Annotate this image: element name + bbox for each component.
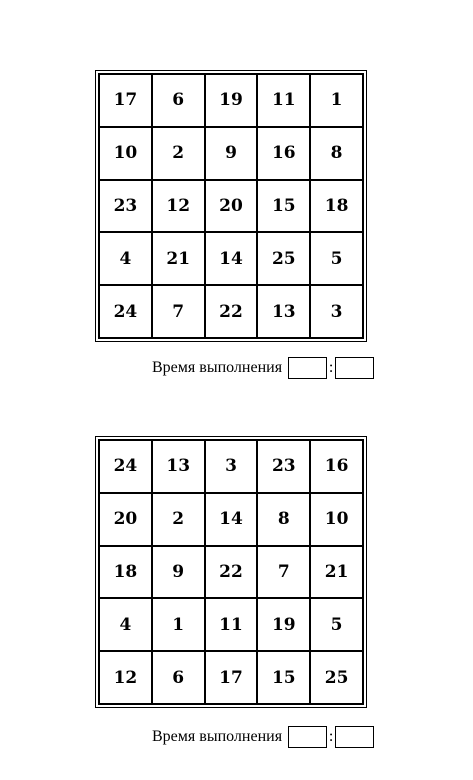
grid-cell: 5 bbox=[310, 598, 363, 651]
minutes-box[interactable] bbox=[288, 726, 327, 748]
grid-cell: 8 bbox=[257, 493, 310, 546]
grid-cell: 19 bbox=[257, 598, 310, 651]
grid-cell: 25 bbox=[310, 651, 363, 704]
grid-cell: 15 bbox=[257, 651, 310, 704]
grid-cell: 10 bbox=[99, 127, 152, 180]
grid-cell: 21 bbox=[310, 546, 363, 599]
grid-cell: 1 bbox=[310, 74, 363, 127]
number-grid-1 bbox=[98, 73, 364, 339]
table-row bbox=[99, 74, 363, 127]
completion-time-label: Время выполнения bbox=[152, 359, 283, 376]
grid-cell: 22 bbox=[205, 546, 258, 599]
grid-cell: 10 bbox=[310, 493, 363, 546]
grid-cell: 4 bbox=[99, 598, 152, 651]
grid-cell: 16 bbox=[257, 127, 310, 180]
grid-cell: 18 bbox=[99, 546, 152, 599]
grid-cell: 11 bbox=[257, 74, 310, 127]
grid-cell: 17 bbox=[99, 74, 152, 127]
grid-cell: 24 bbox=[99, 440, 152, 493]
grid-cell: 13 bbox=[152, 440, 205, 493]
grid-cell: 25 bbox=[257, 232, 310, 285]
grid-cell: 2 bbox=[152, 127, 205, 180]
grid-cell: 21 bbox=[152, 232, 205, 285]
grid-cell: 14 bbox=[205, 493, 258, 546]
time-separator: : bbox=[328, 359, 334, 376]
number-grid-2 bbox=[98, 439, 364, 705]
grid-cell: 6 bbox=[152, 74, 205, 127]
grid-cell: 17 bbox=[205, 651, 258, 704]
grid-cell: 13 bbox=[257, 285, 310, 338]
table-row bbox=[99, 285, 363, 338]
completion-time-1 bbox=[152, 355, 374, 381]
grid-cell: 19 bbox=[205, 74, 258, 127]
table-row bbox=[99, 493, 363, 546]
minutes-box[interactable] bbox=[288, 357, 327, 379]
seconds-box[interactable] bbox=[335, 726, 374, 748]
grid-cell: 9 bbox=[152, 546, 205, 599]
grid-cell: 12 bbox=[99, 651, 152, 704]
grid-cell: 7 bbox=[152, 285, 205, 338]
grid-cell: 12 bbox=[152, 180, 205, 233]
grid-cell: 5 bbox=[310, 232, 363, 285]
grid-cell: 15 bbox=[257, 180, 310, 233]
grid-cell: 2 bbox=[152, 493, 205, 546]
grid-cell: 3 bbox=[310, 285, 363, 338]
grid-cell: 22 bbox=[205, 285, 258, 338]
table-row bbox=[99, 651, 363, 704]
seconds-box[interactable] bbox=[335, 357, 374, 379]
grid-cell: 3 bbox=[205, 440, 258, 493]
grid-cell: 18 bbox=[310, 180, 363, 233]
table-row bbox=[99, 598, 363, 651]
grid-cell: 14 bbox=[205, 232, 258, 285]
grid-cell: 24 bbox=[99, 285, 152, 338]
table-row bbox=[99, 232, 363, 285]
completion-time-label: Время выполнения bbox=[152, 728, 283, 745]
grid-cell: 16 bbox=[310, 440, 363, 493]
grid-cell: 4 bbox=[99, 232, 152, 285]
table-row bbox=[99, 546, 363, 599]
grid-cell: 23 bbox=[257, 440, 310, 493]
grid-cell: 11 bbox=[205, 598, 258, 651]
grid-cell: 20 bbox=[99, 493, 152, 546]
grid-cell: 7 bbox=[257, 546, 310, 599]
grid-cell: 1 bbox=[152, 598, 205, 651]
grid-cell: 6 bbox=[152, 651, 205, 704]
grid-cell: 23 bbox=[99, 180, 152, 233]
schulte-table-2 bbox=[95, 436, 367, 708]
time-separator: : bbox=[328, 728, 334, 745]
table-row bbox=[99, 440, 363, 493]
table-row bbox=[99, 180, 363, 233]
table-row bbox=[99, 127, 363, 180]
grid-cell: 8 bbox=[310, 127, 363, 180]
completion-time-2 bbox=[152, 724, 374, 750]
grid-cell: 20 bbox=[205, 180, 258, 233]
schulte-table-1 bbox=[95, 70, 367, 342]
grid-cell: 9 bbox=[205, 127, 258, 180]
